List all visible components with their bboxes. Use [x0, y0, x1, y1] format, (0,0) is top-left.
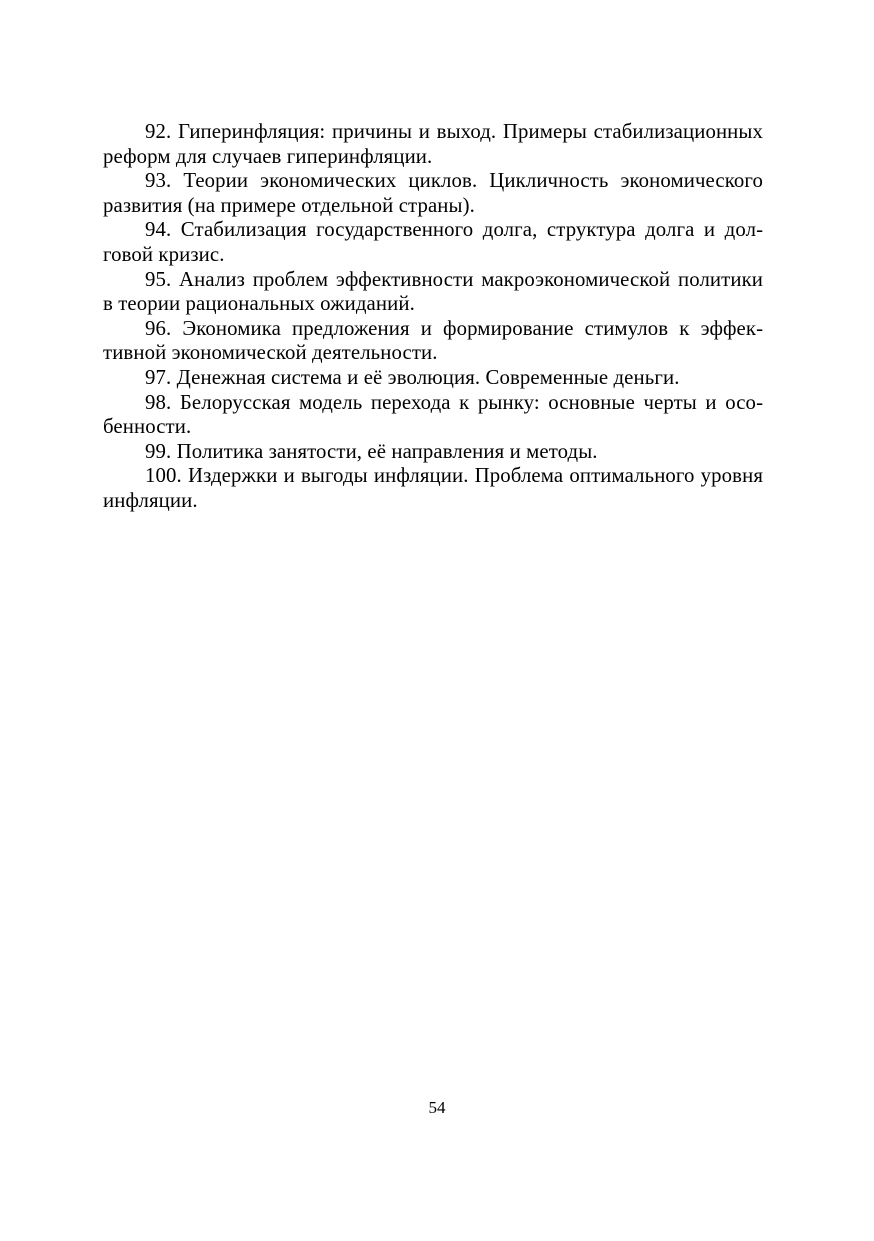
list-item-95: 95. Анализ проблем эффективности макроэкономической политики в теории рациональных ожиданий. — [103, 267, 763, 316]
list-item-93: 93. Теории экономических циклов. Цикличность экономического развития (на примере отдельной страны). — [103, 169, 763, 217]
list-item-94: 94. Стабилизация государственного долга, структура долга и долговой кризис. — [103, 218, 763, 266]
list-item-99: 99. Политика занятости, её направления и методы. — [145, 439, 598, 463]
page-number: 54 — [428, 1098, 446, 1117]
list-item-92: 92. Гиперинфляция: причины и выход. Примеры стабилизационных реформ для случаев гиперинфляции. — [103, 120, 763, 168]
list-item-98: 98. Белорусская модель перехода к рынку: основные черты и особенности. — [103, 390, 763, 439]
list-item-97: 97. Денежная система и её эволюция. Современные деньги. — [145, 365, 680, 389]
list-item-100: 100. Издержки и выгоды инфляции. Проблема оптимального уровня инфляции. — [103, 464, 763, 512]
question-list — [103, 120, 763, 514]
list-item-96: 96. Экономика предложения и формирование стимулов к эффективной экономической деятельности. — [103, 316, 763, 365]
